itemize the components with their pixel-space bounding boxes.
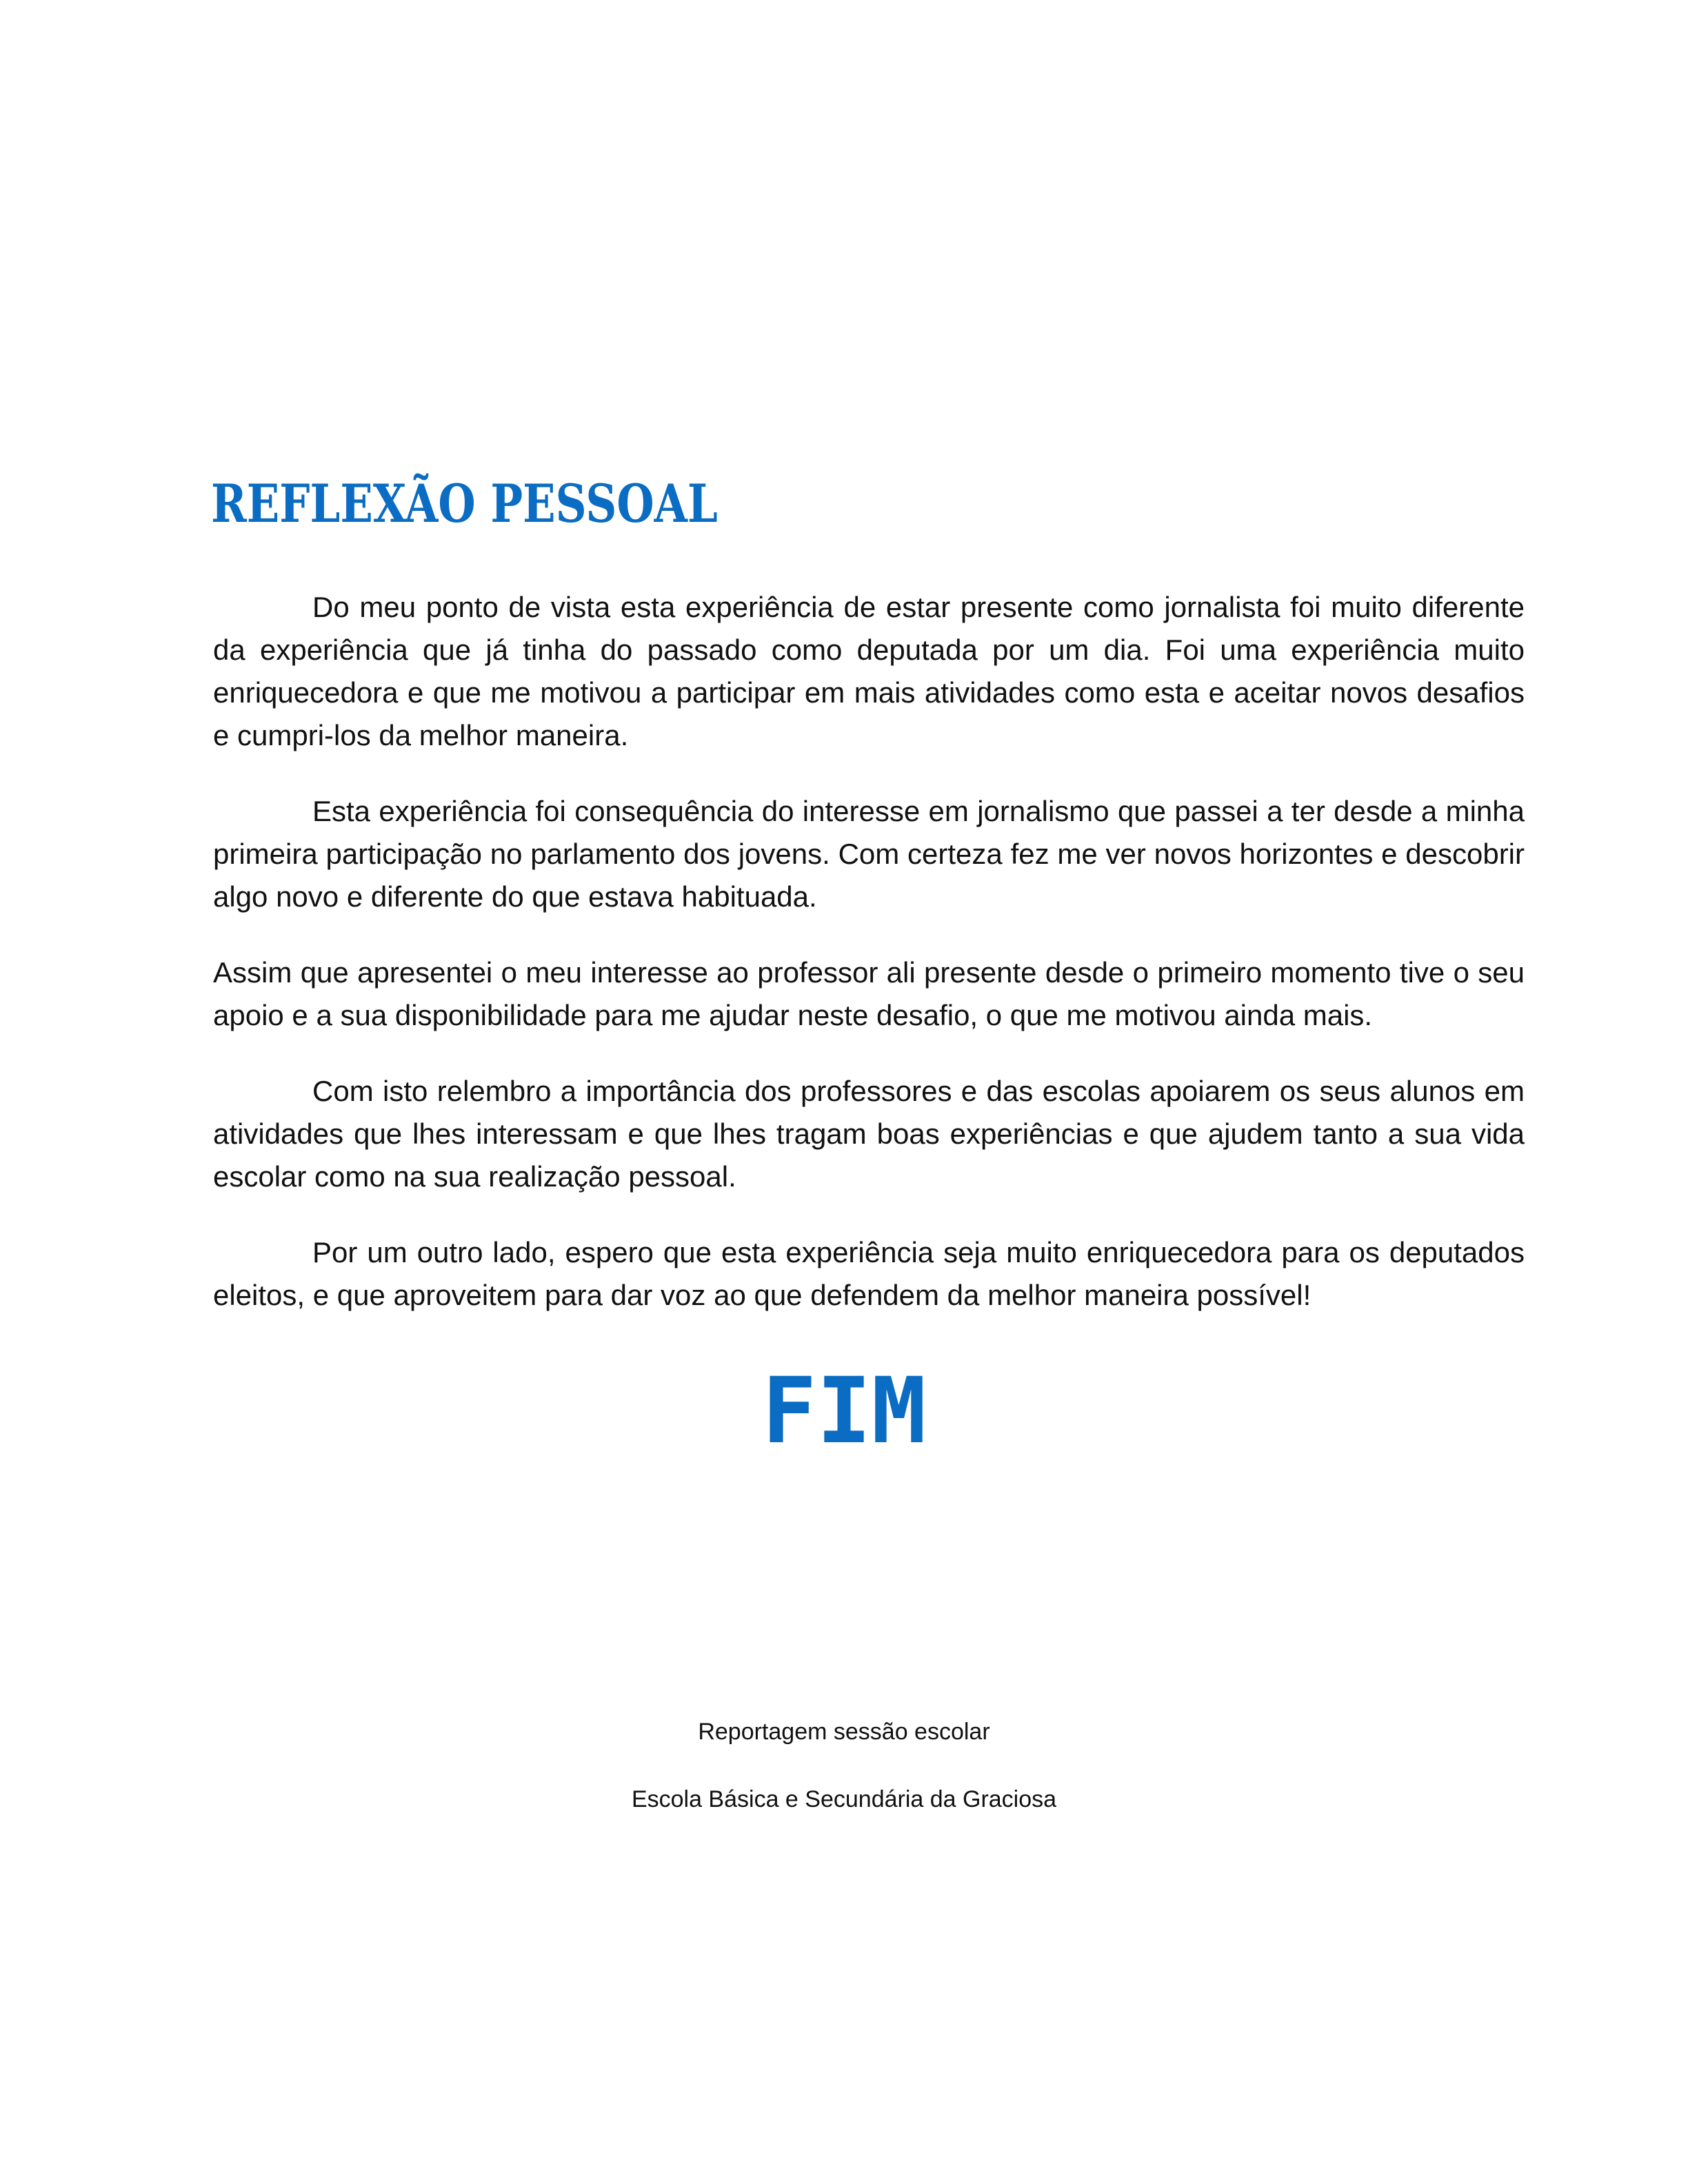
paragraph-1: Do meu ponto de vista esta experiência de estar presente como jornalista foi muito diferente da experiência que já tinha do passado como deputada por um dia. Foi uma experiência muito enriquecedora e que me motivou a participar em mais atividades como esta e aceitar novos desafios e cumpri-los da melhor maneira. xyxy=(213,591,1525,751)
paragraph-2: Esta experiência foi consequência do interesse em jornalismo que passei a ter desde a minha primeira participação no parlamento dos jovens. Com certeza fez me ver novos horizontes e descobrir algo novo e diferente do que estava habituada. xyxy=(213,795,1525,913)
paragraph-5: Por um outro lado, espero que esta experiência seja muito enriquecedora para os deputados eleitos, e que aproveitem para dar voz ao que defendem da melhor maneira possível! xyxy=(213,1236,1525,1311)
article-body xyxy=(213,586,1525,1350)
page-title: REFLEXÃO PESSOAL xyxy=(211,473,718,534)
footer-school-name: Escola Básica e Secundária da Graciosa xyxy=(631,1786,1057,1812)
footer-report-label: Reportagem sessão escolar xyxy=(698,1719,990,1745)
end-mark: FIM xyxy=(761,1358,927,1464)
paragraph-4: Com isto relembro a importância dos professores e das escolas apoiarem os seus alunos em atividades que lhes interessam e que lhes tragam boas experiências e que ajudem tanto a sua vida escolar como na sua realização pessoal. xyxy=(213,1075,1525,1193)
paragraph-3: Assim que apresentei o meu interesse ao professor ali presente desde o primeiro momento tive o seu apoio e a sua disponibilidade para me ajudar neste desafio, o que me motivou ainda mais. xyxy=(213,956,1525,1031)
